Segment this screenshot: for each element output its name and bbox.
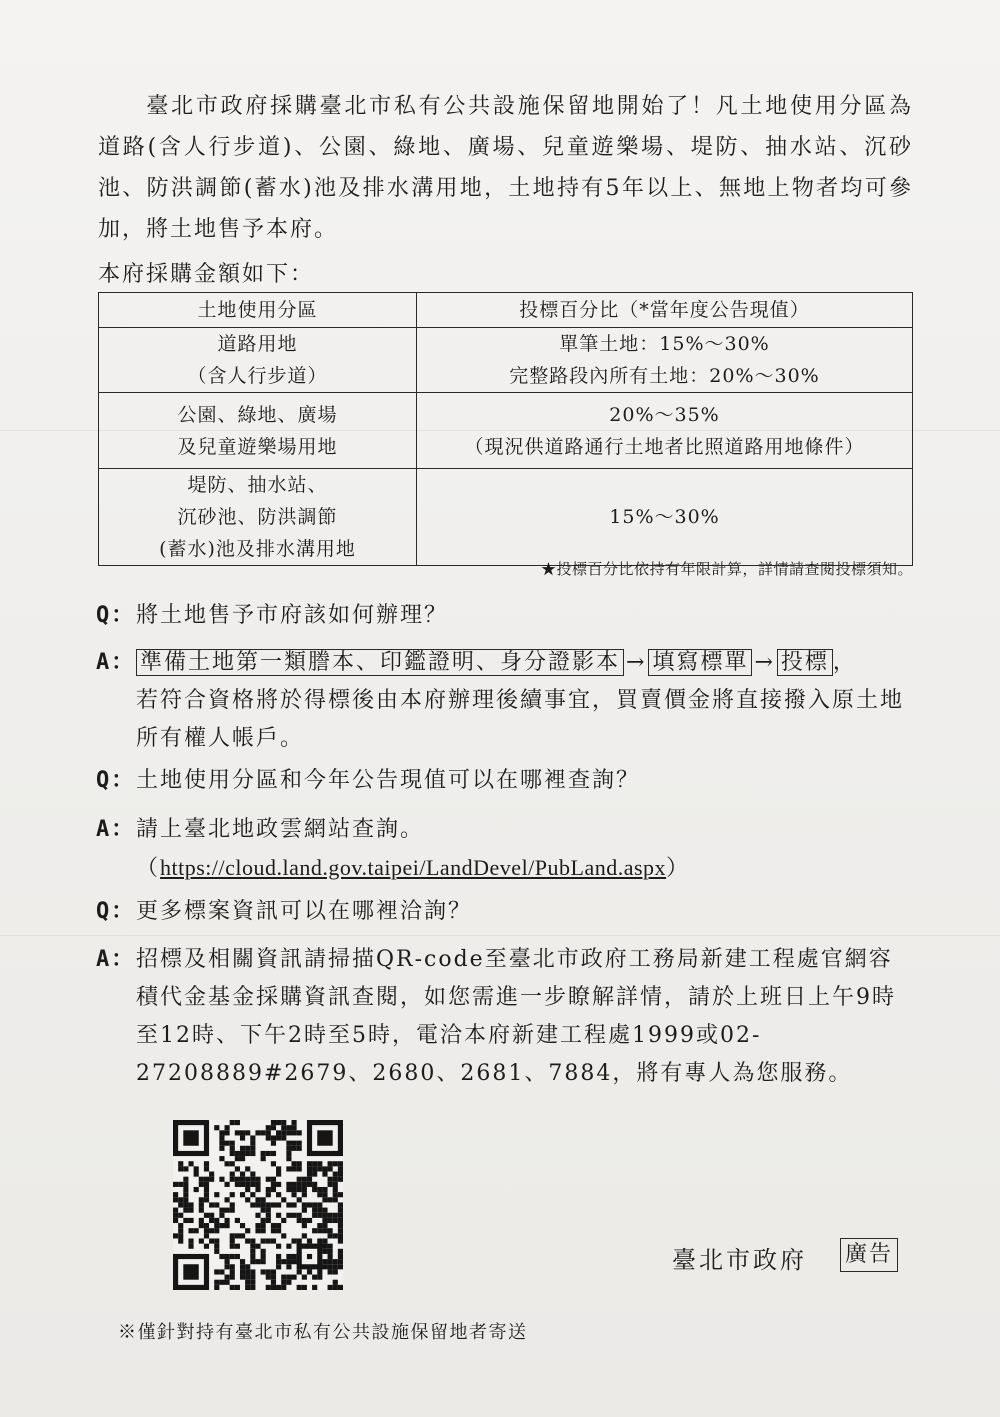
table-header-row — [99, 293, 913, 328]
arrow-icon: → — [626, 650, 647, 675]
zone-cell — [99, 328, 417, 393]
rate-line: 單筆土地：15%～30% — [559, 333, 770, 355]
amount-label: 本府採購金額如下： — [98, 262, 315, 287]
qa-answer-3 — [96, 941, 916, 1093]
paren-open: （ — [136, 856, 161, 881]
qa-answer-2 — [96, 811, 916, 888]
a-tag: A： — [96, 947, 136, 972]
table-row — [99, 393, 913, 469]
zone-line: 堤防、抽水站、 — [187, 474, 328, 496]
table-header-zone: 土地使用分區 — [99, 293, 417, 328]
rate-line: 20%～35% — [609, 403, 720, 426]
q-tag: Q： — [96, 603, 136, 628]
a-tag: A： — [96, 650, 136, 675]
ad-label: 廣告 — [840, 1238, 898, 1272]
rate-cell — [417, 328, 913, 393]
zone-line: 道路用地 — [217, 333, 298, 355]
arrow-icon: → — [754, 650, 775, 675]
zone-cell — [99, 393, 417, 469]
question-text: 更多標案資訊可以在哪裡洽詢？ — [136, 899, 473, 924]
rate-line: 完整路段內所有土地：20%～30% — [509, 365, 820, 387]
step-fill-form: 填寫標單 — [648, 649, 752, 676]
zone-cell — [99, 469, 417, 566]
land-cloud-link[interactable]: https://cloud.land.gov.taipei/LandDevel/PubLand.aspx — [160, 855, 667, 880]
table-row — [99, 328, 913, 393]
zone-line: 公園、綠地、廣場 — [177, 403, 338, 426]
zone-line: (蓄水)池及排水溝用地 — [159, 538, 356, 560]
step-prepare-documents: 準備土地第一類謄本、印鑑證明、身分證影本 — [136, 649, 624, 676]
zone-line: 沉砂池、防洪調節 — [177, 506, 338, 528]
q-tag: Q： — [96, 768, 136, 793]
step-comma: ， — [832, 650, 857, 675]
paren-close: ） — [666, 856, 691, 881]
qa-question-2 — [96, 762, 916, 800]
rate-cell — [417, 393, 913, 469]
rate-line: 15%～30% — [609, 506, 720, 528]
rate-line: （現況供道路通行土地者比照道路用地條件） — [464, 435, 865, 458]
qr-code-icon[interactable] — [173, 1120, 343, 1290]
intro-paragraph: 臺北市政府採購臺北市私有公共設施保留地開始了！凡土地使用分區為道路(含人行步道)、公園、綠地、廣場、兒童遊樂場、堤防、抽水站、沉砂池、防洪調節(蓄水)池及排水溝用地，土地持有5年以上、無地上物者均可參加，將土地售予本府。 — [98, 94, 913, 242]
question-text: 土地使用分區和今年公告現值可以在哪裡查詢？ — [136, 768, 641, 793]
table-header-rate: 投標百分比（*當年度公告現值） — [417, 293, 913, 328]
paper-fold — [0, 935, 1000, 936]
qa-question-3 — [96, 893, 916, 931]
answer-text: 招標及相關資訊請掃描QR-code至臺北市政府工務局新建工程處官網容積代金基金採購資訊查閱，如您需進一步瞭解詳情，請於上班日上午9時至12時、下午2時至5時，電洽本府新建工程處1999或02-27208889#2679、2680、2681、7884，將有專人為您服務。 — [136, 947, 896, 1086]
step-submit-bid: 投標 — [777, 649, 833, 676]
rate-cell — [417, 469, 913, 566]
answer-link-line — [136, 849, 916, 888]
footer-note: ※僅針對持有臺北市私有公共設施保留地者寄送 — [118, 1322, 528, 1343]
rate-table — [98, 292, 913, 566]
zone-line: 及兒童遊樂場用地 — [177, 435, 338, 458]
table-row — [99, 469, 913, 566]
a-tag: A： — [96, 817, 136, 842]
qa-answer-1 — [96, 644, 916, 758]
question-text: 將土地售予市府該如何辦理？ — [136, 603, 449, 628]
zone-line: （含人行步道） — [187, 365, 328, 387]
answer-body — [136, 644, 916, 758]
organization-name: 臺北市政府 — [672, 1246, 807, 1274]
qa-question-1 — [96, 597, 916, 635]
answer-text: 若符合資格將於得標後由本府辦理後續事宜，買賣價金將直接撥入原土地所有權人帳戶。 — [136, 688, 905, 751]
q-tag: Q： — [96, 899, 136, 924]
table-note: ★投標百分比依持有年限計算，詳情請查閱投標須知。 — [540, 560, 913, 578]
answer-body — [136, 811, 916, 888]
answer-text: 請上臺北地政雲網站查詢。 — [136, 817, 425, 842]
